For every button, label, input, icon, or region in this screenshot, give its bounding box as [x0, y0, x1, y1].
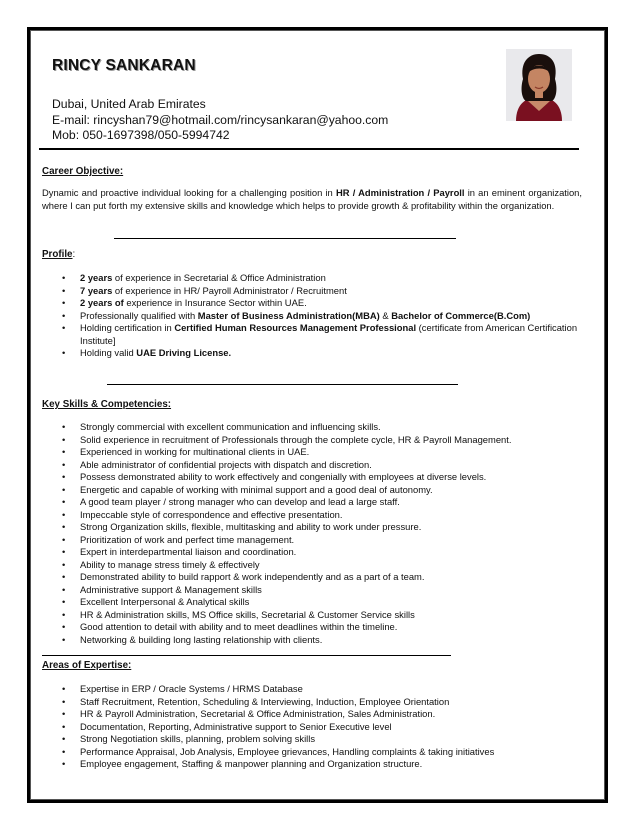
profile-heading-row — [42, 249, 582, 260]
list-item-text: Demonstrated ability to build rapport & work independently and as a part of a team. — [80, 571, 425, 582]
profile-item-text: experience in Insurance Sector within UAE. — [123, 297, 307, 308]
profile-item-text: of experience in HR/ Payroll Administrator / Recruitment — [112, 284, 347, 296]
bullet-dot-icon: • — [62, 745, 66, 757]
bullet-dot-icon: • — [62, 471, 66, 482]
list-item — [42, 496, 582, 509]
email-text: E-mail: rincyshan79@hotmail.com/rincysankaran@yahoo.com — [52, 112, 389, 127]
bullet-dot-icon: • — [62, 596, 66, 607]
bullet-dot-icon: • — [62, 533, 66, 545]
objective-text-part2: in an eminent organization, where I can put forth my extensive skills and knowledge which helps to provide growth & profitability within the organization. — [42, 187, 582, 211]
list-item-text: Employee engagement, Staffing & manpower planning and Organization structure. — [80, 758, 423, 769]
bullet-dot-icon: • — [62, 272, 66, 283]
bullet-dot-icon: • — [62, 758, 66, 769]
bullet-dot-icon: • — [62, 458, 66, 470]
list-item-text: Good attention to detail with ability and to meet deadlines within the timeline. — [80, 621, 398, 632]
bullet-dot-icon: • — [62, 733, 66, 744]
list-item — [42, 521, 582, 534]
career-objective-heading: Career Objective: — [42, 166, 124, 177]
profile-section — [42, 249, 582, 360]
list-item-text: Experienced in working for multinational clients in UAE. — [80, 446, 310, 457]
profile-list — [42, 272, 582, 360]
list-item — [42, 322, 582, 347]
list-item — [42, 571, 582, 584]
profile-item-bold: 2 years — [80, 272, 113, 283]
expertise-list — [42, 683, 582, 771]
profile-photo-image — [506, 49, 572, 121]
bullet-dot-icon: • — [62, 521, 66, 532]
profile-item-bold: Bachelor of Commerce(B.Com) — [391, 309, 531, 321]
list-item-text: Expert in interdepartmental liaison and coordination. — [80, 546, 297, 557]
profile-item-text: Professionally qualified with — [80, 309, 198, 321]
bullet-dot-icon: • — [62, 322, 66, 333]
profile-item-bold: 7 years — [80, 284, 113, 296]
list-item — [42, 421, 582, 434]
list-item-text: Solid experience in recruitment of Professionals through the complete cycle, HR & Payroll Management. — [80, 433, 512, 445]
list-item — [42, 708, 582, 721]
bullet-dot-icon: • — [62, 558, 66, 570]
mobile-text: Mob: 050-1697398/050-5994742 — [52, 128, 230, 142]
bullet-dot-icon: • — [62, 483, 66, 495]
profile-photo — [506, 49, 572, 121]
skills-section — [42, 399, 582, 646]
bullet-dot-icon: • — [62, 508, 66, 520]
profile-item-bold: UAE Driving License. — [136, 347, 232, 358]
list-item-text: Strongly commercial with excellent communication and influencing skills. — [80, 421, 381, 432]
expertise-heading: Areas of Expertise: — [42, 660, 132, 671]
profile-item-text: & — [379, 309, 392, 321]
list-item-text: Able administrator of confidential projects with dispatch and discretion. — [80, 458, 372, 470]
list-item-text: Excellent Interpersonal & Analytical skills — [80, 596, 250, 607]
list-item — [42, 733, 582, 746]
list-item — [42, 347, 582, 360]
profile-item-text: Holding valid — [80, 347, 137, 358]
list-item-text: HR & Administration skills, MS Office skills, Secretarial & Customer Service skills — [80, 608, 415, 620]
profile-item-text: Holding certification in — [80, 322, 175, 333]
career-objective-section — [42, 166, 582, 212]
list-item-text: Strong Organization skills, flexible, multitasking and ability to work under pressure. — [80, 521, 422, 532]
bullet-dot-icon: • — [62, 546, 66, 557]
contact-block — [52, 97, 388, 144]
bullet-dot-icon: • — [62, 708, 66, 719]
bullet-dot-icon: • — [62, 297, 66, 308]
profile-item-bold: 2 years of — [80, 297, 124, 308]
section-divider — [42, 655, 451, 656]
list-item — [42, 621, 582, 634]
list-item — [42, 609, 582, 622]
bullet-dot-icon: • — [62, 608, 66, 620]
list-item-text: Possess demonstrated ability to work effectively and congenially with employees at diverse levels. — [80, 471, 487, 482]
bullet-dot-icon: • — [62, 633, 66, 645]
list-item — [42, 484, 582, 497]
list-item-text: Prioritization of work and perfect time management. — [80, 533, 295, 545]
profile-item-bold: Master of Business Administration(MBA) — [197, 309, 380, 321]
list-item — [42, 696, 582, 709]
list-item — [42, 596, 582, 609]
profile-heading: Profile — [42, 249, 73, 260]
list-item — [42, 746, 582, 759]
bullet-dot-icon: • — [62, 284, 66, 296]
career-objective-text — [42, 186, 582, 212]
profile-item-bold: Certified Human Resources Management Professional — [174, 322, 417, 333]
bullet-dot-icon: • — [62, 583, 66, 595]
section-divider — [107, 384, 458, 385]
list-item — [42, 272, 582, 285]
list-item-text: Networking & building long lasting relationship with clients. — [80, 633, 323, 645]
list-item-text: Performance Appraisal, Job Analysis, Employee grievances, Handling complaints & taking initiatives — [80, 745, 495, 757]
list-item — [42, 446, 582, 459]
profile-item-text: of experience in Secretarial & Office Administration — [112, 272, 326, 283]
list-item — [42, 459, 582, 472]
profile-heading-colon: : — [72, 249, 76, 260]
list-item-text: Administrative support & Management skills — [80, 583, 262, 595]
objective-text-part1: Dynamic and proactive individual looking for a challenging position in — [42, 187, 336, 198]
bullet-dot-icon: • — [62, 446, 66, 457]
objective-bold-roles: HR / Administration / Payroll — [335, 187, 465, 198]
location-text: Dubai, United Arab Emirates — [52, 97, 206, 111]
bullet-dot-icon: • — [62, 571, 66, 582]
bullet-dot-icon: • — [62, 421, 66, 432]
bullet-dot-icon: • — [62, 433, 66, 445]
bullet-dot-icon: • — [62, 496, 66, 507]
list-item — [42, 285, 582, 298]
list-item — [42, 434, 582, 447]
list-item-text: A good team player / strong manager who can develop and lead a large staff. — [80, 496, 400, 507]
list-item — [42, 471, 582, 484]
header-divider — [39, 148, 579, 150]
list-item — [42, 721, 582, 734]
bullet-dot-icon: • — [62, 695, 66, 707]
bullet-dot-icon: • — [62, 621, 66, 632]
list-item-text: Staff Recruitment, Retention, Scheduling & Interviewing, Induction, Employee Orientation — [80, 695, 450, 707]
list-item-text: Documentation, Reporting, Administrative support to Senior Executive level — [80, 720, 392, 732]
list-item — [42, 559, 582, 572]
list-item-text: Expertise in ERP / Oracle Systems / HRMS Database — [80, 683, 303, 694]
list-item — [42, 509, 582, 522]
list-item — [42, 534, 582, 547]
bullet-dot-icon: • — [62, 347, 66, 358]
expertise-section — [42, 660, 582, 771]
list-item-text: Strong Negotiation skills, planning, problem solving skills — [80, 733, 316, 744]
list-item — [42, 683, 582, 696]
skills-heading: Key Skills & Competencies: — [42, 399, 172, 410]
bullet-dot-icon: • — [62, 683, 66, 694]
candidate-name: RINCY SANKARAN — [52, 57, 196, 74]
list-item-text: Ability to manage stress timely & effectively — [80, 558, 260, 570]
list-item — [42, 634, 582, 647]
list-item-text: Energetic and capable of working with minimal support and a good deal of autonomy. — [80, 483, 433, 495]
profile-item-text: (certificate from American Certification Institute] — [80, 322, 578, 346]
bullet-dot-icon: • — [62, 720, 66, 732]
section-divider — [114, 238, 456, 239]
list-item — [42, 546, 582, 559]
list-item-text: Impeccable style of correspondence and effective presentation. — [80, 508, 343, 520]
skills-list — [42, 421, 582, 646]
list-item-text: HR & Payroll Administration, Secretarial & Office Administration, Sales Administration. — [80, 708, 436, 719]
list-item — [42, 297, 582, 310]
list-item — [42, 310, 582, 323]
list-item — [42, 758, 582, 771]
bullet-dot-icon: • — [62, 309, 66, 321]
list-item — [42, 584, 582, 597]
